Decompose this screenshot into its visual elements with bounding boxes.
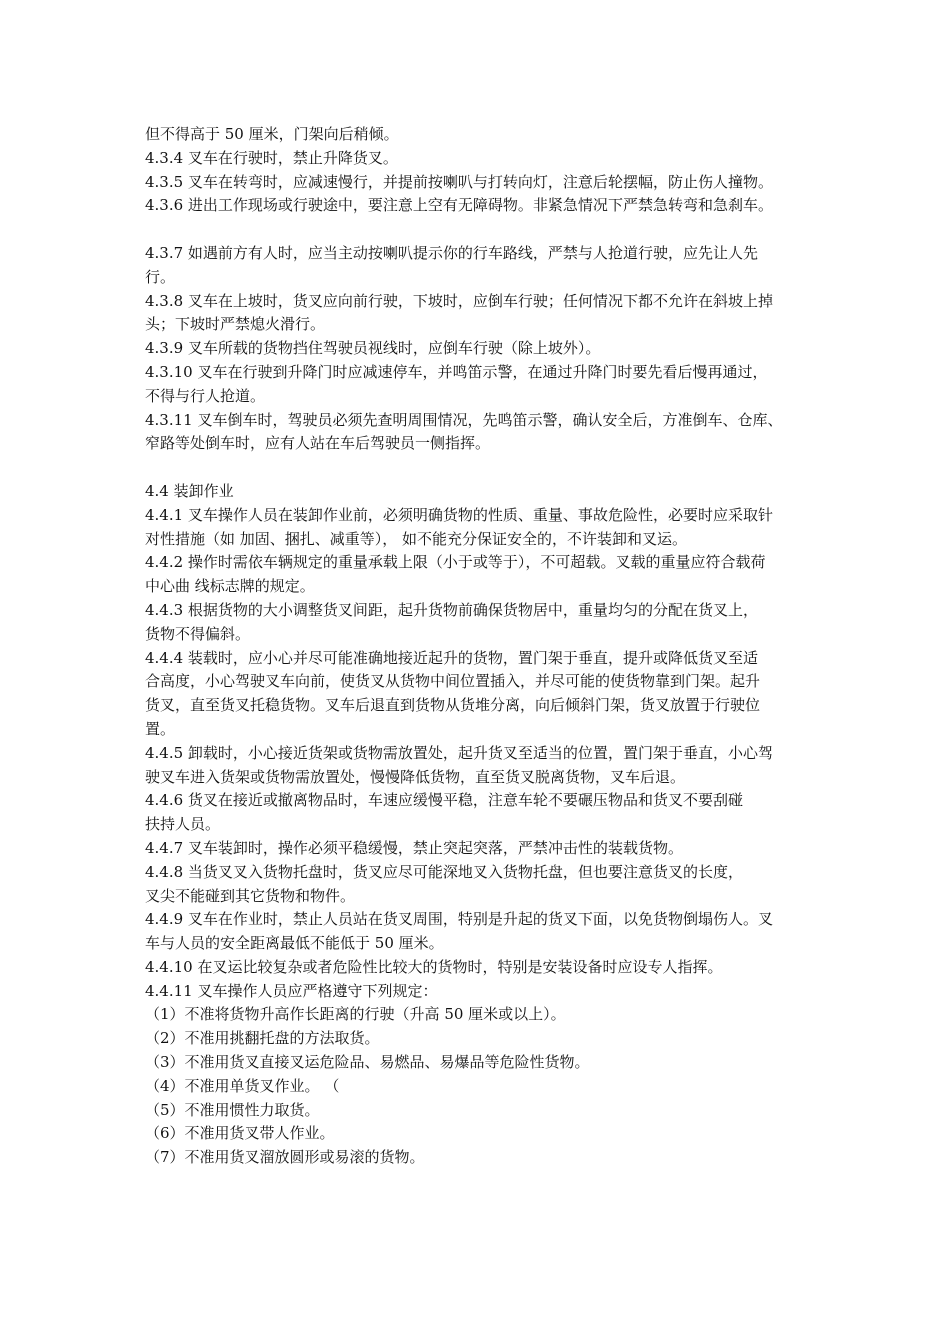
text-line: 对性措施（如 加固、捆扎、减重等）， 如不能充分保证安全的，不许装卸和叉运。 [145,529,688,548]
text-line: 行。 [145,267,176,286]
text-line: 4.3.10 叉车在行驶到升降门时应减速停车，并鸣笛示警，在通过升降门时要先看后慢再通过， [145,362,768,381]
text-line: 4.4.8 当货叉叉入货物托盘时，货叉应尽可能深地叉入货物托盘，但也要注意货叉的长度， [145,862,743,881]
text-line: 车与人员的安全距离最低不能低于 50 厘米。 [145,934,444,953]
text-line: 驶叉车进入货架或货物需放置处，慢慢降低货物，直至货叉脱离货物，叉车后退。 [145,767,686,786]
text-line: 4.4.2 操作时需依车辆规定的重量承载上限（小于或等于），不可超载。叉载的重量应符合载荷 [145,553,766,572]
text-line: 合高度，小心驾驶叉车向前，使货叉从货物中间位置插入，并尽可能的使货物靠到门架。起升 [145,672,761,691]
list-item: （2）不准用挑翻托盘的方法取货。 [145,1029,380,1048]
text-line: 头；下坡时严禁熄火滑行。 [145,315,326,334]
text-line: 4.3.11 叉车倒车时，驾驶员必须先查明周围情况，先鸣笛示警，确认安全后，方准倒车、仓库、 [145,410,783,429]
text-line: 4.3.4 叉车在行驶时，禁止升降货叉。 [145,148,398,167]
document-body [145,123,825,1170]
text-line: 货叉，直至货叉托稳货物。叉车后退直到货物从货堆分离，向后倾斜门架，货叉放置于行驶位 [145,696,761,715]
text-line: 4.4.6 货叉在接近或撤离物品时，车速应缓慢平稳，注意车轮不要碾压物品和货叉不要刮碰 [145,791,743,810]
text-line: 货物不得偏斜。 [145,624,251,643]
section-heading: 4.4 装卸作业 [145,481,234,500]
text-line: 4.4.1 叉车操作人员在装卸作业前，必须明确货物的性质、重量、事故危险性，必要时应采取针 [145,505,773,524]
blank-line [145,218,825,242]
text-line: 中心曲 线标志牌的规定。 [145,577,315,596]
text-line: 4.3.9 叉车所载的货物挡住驾驶员视线时，应倒车行驶（除上坡外）。 [145,339,601,358]
text-line: 4.4.10 在叉运比较复杂或者危险性比较大的货物时，特别是安装设备时应设专人指挥。 [145,957,723,976]
text-line: 4.4.5 卸载时，小心接近货架或货物需放置处，起升货叉至适当的位置，置门架于垂直，小心驾 [145,743,773,762]
text-line: 但不得高于 50 厘米，门架向后稍倾。 [145,125,399,143]
text-line: 4.4.7 叉车装卸时，操作必须平稳缓慢，禁止突起突落，严禁冲击性的装载货物。 [145,838,683,857]
text-line: 窄路等处倒车时，应有人站在车后驾驶员一侧指挥。 [145,434,491,453]
text-line: 不得与行人抢道。 [145,386,266,405]
text-line: 4.3.5 叉车在转弯时，应减速慢行，并提前按喇叭与打转向灯，注意后轮摆幅，防止伤人撞物。 [145,172,773,191]
text-line: 4.3.8 叉车在上坡时，货叉应向前行驶，下坡时，应倒车行驶；任何情况下都不允许在斜坡上掉 [145,291,773,310]
text-line: 4.3.6 进出工作现场或行驶途中，要注意上空有无障碍物。非紧急情况下严禁急转弯和急刹车。 [145,196,773,215]
text-line: 扶持人员。 [145,815,221,834]
list-item: （6）不准用货叉带人作业。 [145,1124,335,1143]
list-item: （5）不准用惯性力取货。 [145,1100,320,1119]
list-item: （1）不准将货物升高作长距离的行驶（升高 50 厘米或以上）。 [145,1005,566,1024]
list-item: （7）不准用货叉溜放圆形或易滚的货物。 [145,1148,425,1167]
text-line: 叉尖不能碰到其它货物和物件。 [145,886,356,905]
text-line: 置。 [145,719,176,738]
text-line: 4.4.11 叉车操作人员应严格遵守下列规定： [145,981,438,1000]
list-item: （4）不准用单货叉作业。 （ [145,1076,340,1095]
text-line: 4.4.3 根据货物的大小调整货叉间距，起升货物前确保货物居中，重量均匀的分配在货叉上， [145,600,758,619]
text-line: 4.4.9 叉车在作业时，禁止人员站在货叉周围，特别是升起的货叉下面，以免货物倒塌伤人。叉 [145,910,773,929]
text-line: 4.4.4 装载时，应小心并尽可能准确地接近起升的货物，置门架于垂直，提升或降低货叉至适 [145,648,758,667]
list-item: （3）不准用货叉直接叉运危险品、易燃品、易爆品等危险性货物。 [145,1053,590,1072]
blank-line [145,456,825,480]
text-line: 4.3.7 如遇前方有人时，应当主动按喇叭提示你的行车路线，严禁与人抢道行驶，应先让人先 [145,243,758,262]
